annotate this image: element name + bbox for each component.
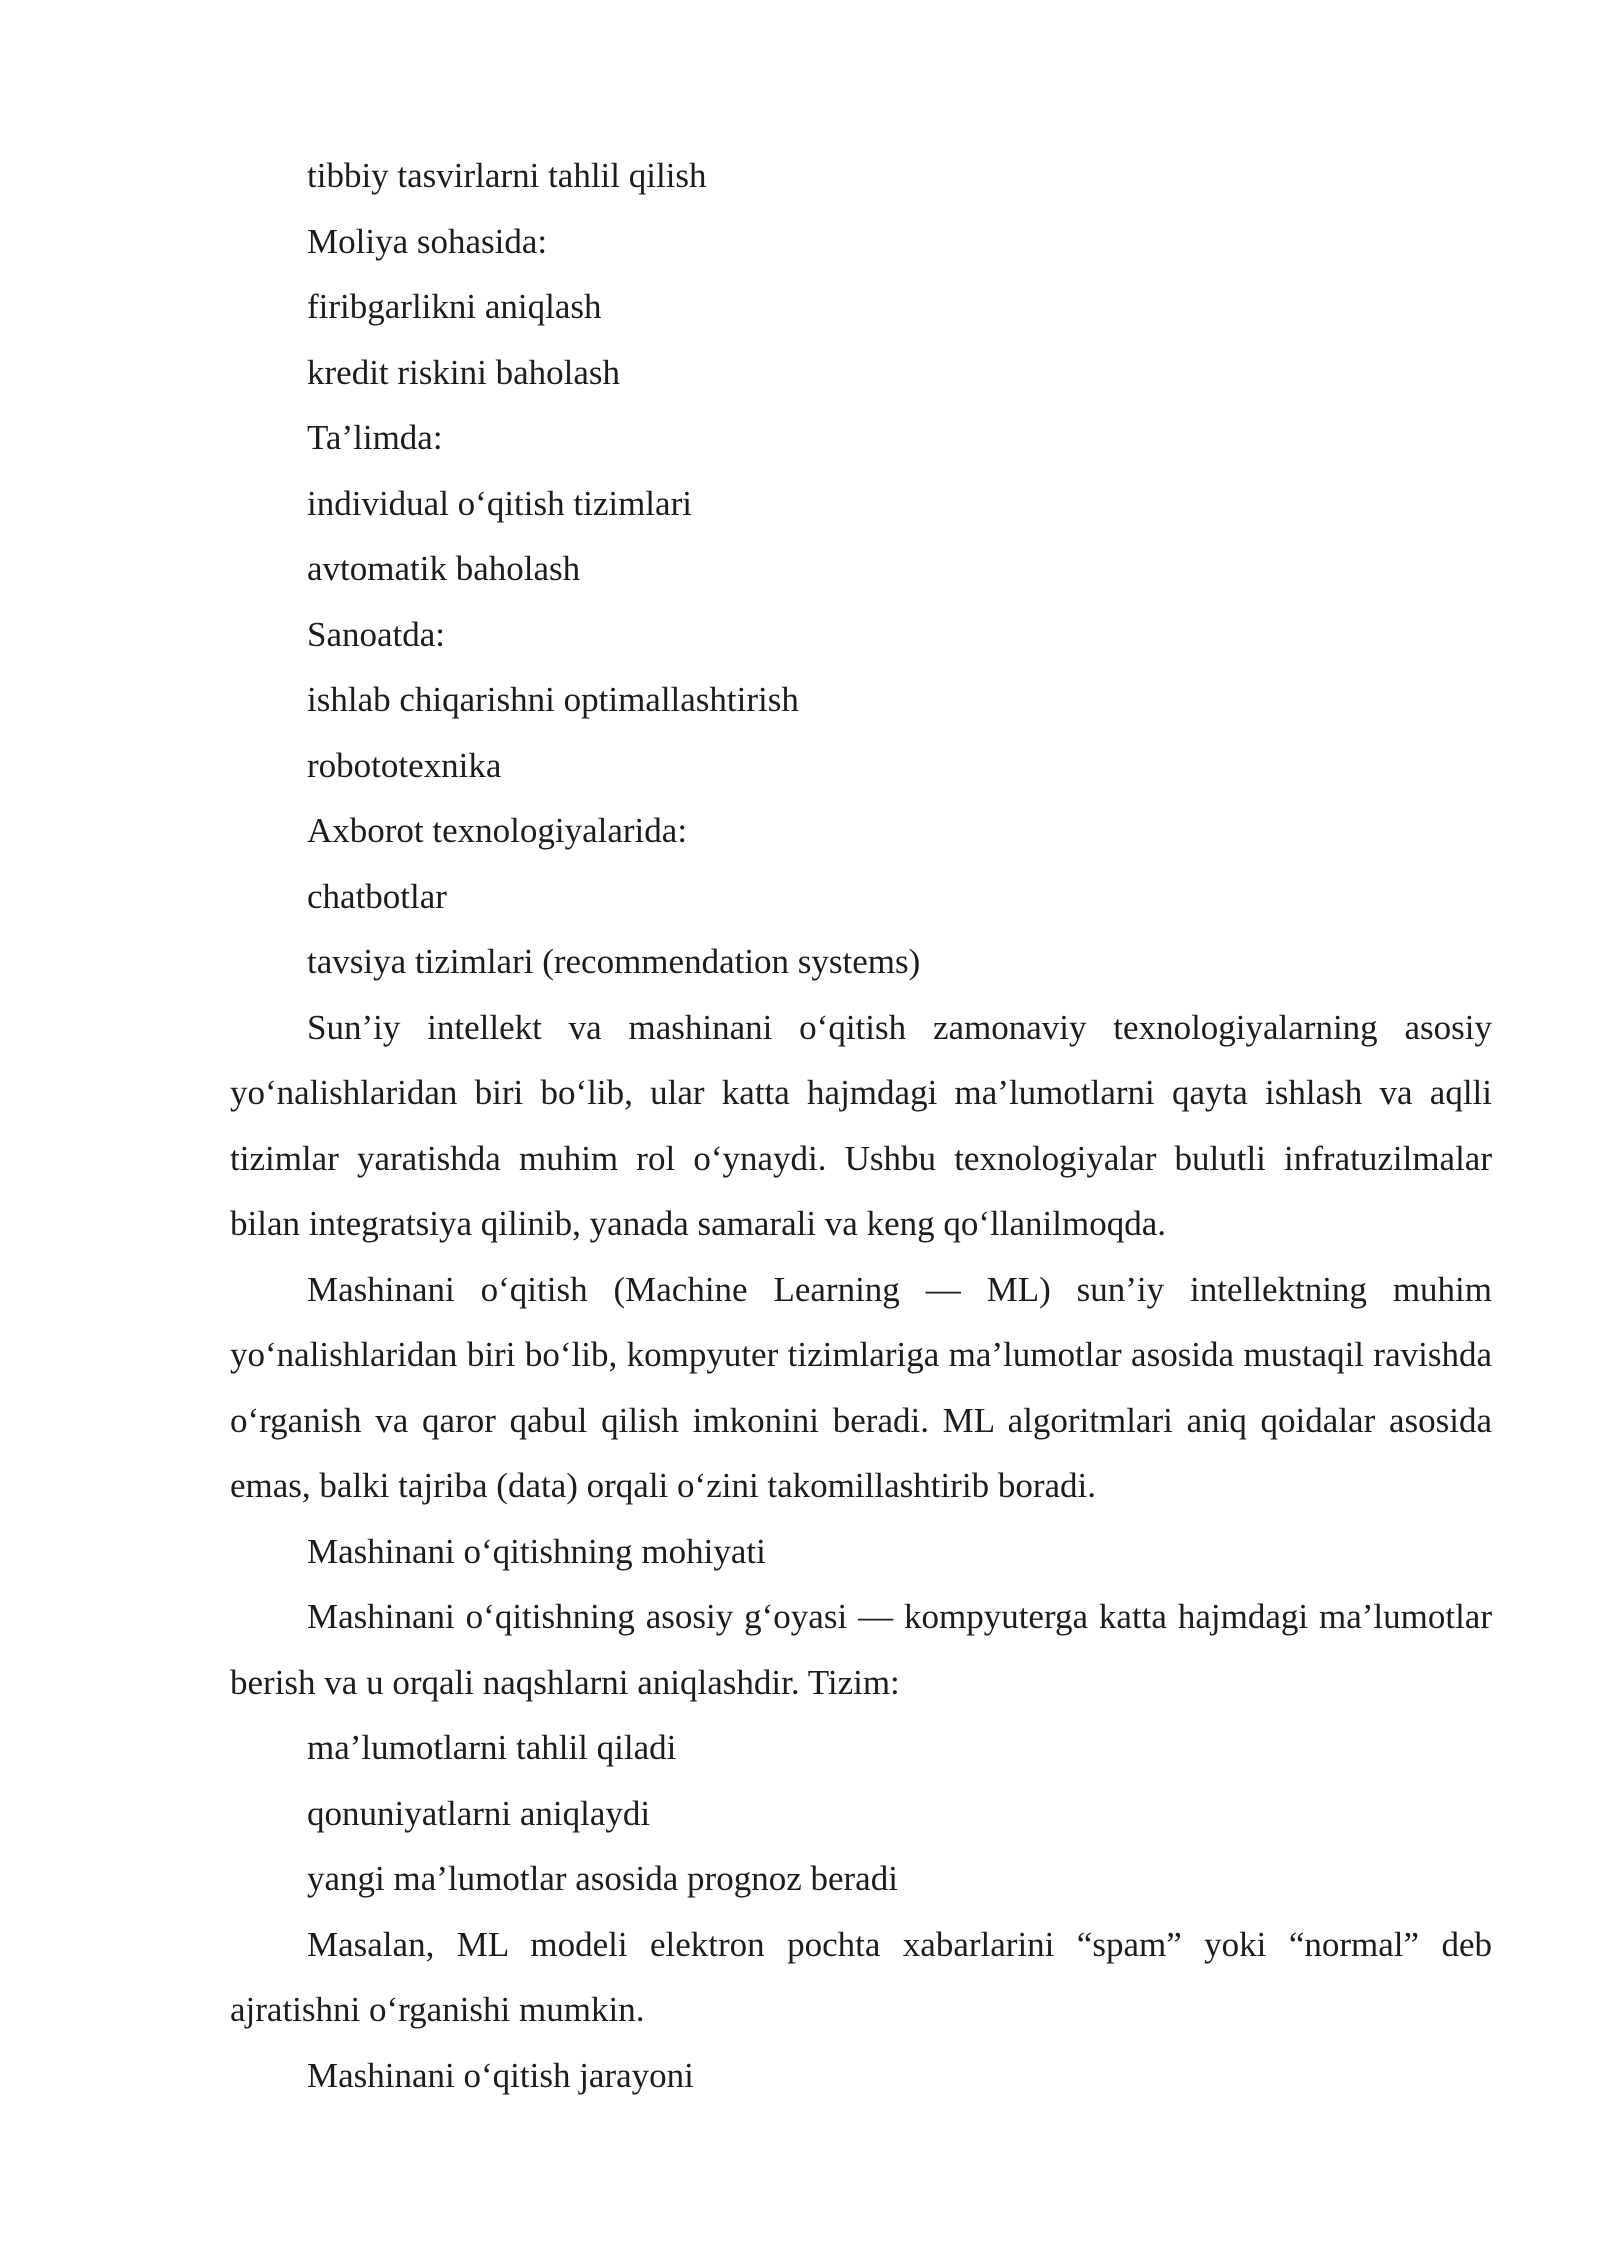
heading-ml-essence: Mashinani o‘qitishning mohiyati	[307, 1531, 766, 1571]
list-item-recommendation-systems: tavsiya tizimlari (recommendation systems)	[307, 942, 921, 981]
heading-it: Axborot texnologiyalarida:	[307, 811, 688, 850]
list-item-find-patterns: qonuniyatlarni aniqlaydi	[307, 1793, 651, 1833]
paragraph-ml-main-idea: Mashinani o‘qitishning asosiy g‘oyasi — kompyuterga katta hajmdagi ma’lumotlar berish va u orqali naqshlarni aniqlashdir. Tizim:	[230, 1597, 1492, 1702]
heading-education: Ta’limda:	[307, 418, 443, 457]
heading-ml-process: Mashinani o‘qitish jarayoni	[307, 2055, 694, 2095]
heading-finance: Moliya sohasida:	[307, 221, 548, 261]
document-body	[230, 143, 1492, 2108]
paragraph-ai-ml-overview: Sun’iy intellekt va mashinani o‘qitish zamonaviy texnologiyalarning asosiy yo‘nalishlaridan biri bo‘lib, ular katta hajmdagi ma’lumotlarni qayta ishlash va aqlli tizimlar yaratishda muhim rol o‘ynaydi. Ushbu texnologiyalar bulutli infratuzilmalar bilan integratsiya qilinib, yanada samarali va keng qo‘llanilmoqda.	[230, 1007, 1492, 1243]
list-item-auto-grading: avtomatik baholash	[307, 549, 581, 588]
list-item-predict: yangi ma’lumotlar asosida prognoz beradi	[307, 1859, 898, 1898]
list-item-chatbots: chatbotlar	[307, 876, 447, 916]
list-item-medical-imaging: tibbiy tasvirlarni tahlil qilish	[307, 156, 707, 195]
list-item-robotics: robototexnika	[307, 745, 502, 785]
list-item-credit-risk: kredit riskini baholash	[307, 352, 621, 392]
paragraph-ml-definition: Mashinani o‘qitish (Machine Learning — ML) sun’iy intellektning muhim yo‘nalishlaridan biri bo‘lib, kompyuter tizimlariga ma’lumotlar asosida mustaqil ravishda o‘rganish va qaror qabul qilish imkonini beradi. ML algoritmlari aniq qoidalar asosida emas, balki tajriba (data) orqali o‘zini takomillashtirib boradi.	[230, 1269, 1492, 1505]
heading-industry: Sanoatda:	[307, 614, 446, 654]
list-item-analyze-data: ma’lumotlarni tahlil qiladi	[307, 1728, 677, 1767]
list-item-production-optimization: ishlab chiqarishni optimallashtirish	[307, 680, 799, 719]
paragraph-spam-example: Masalan, ML modeli elektron pochta xabarlarini “spam” yoki “normal” deb ajratishni o‘rganishi mumkin.	[230, 1924, 1492, 2029]
list-item-fraud-detection: firibgarlikni aniqlash	[307, 287, 602, 326]
list-item-individual-learning: individual o‘qitish tizimlari	[307, 483, 692, 523]
